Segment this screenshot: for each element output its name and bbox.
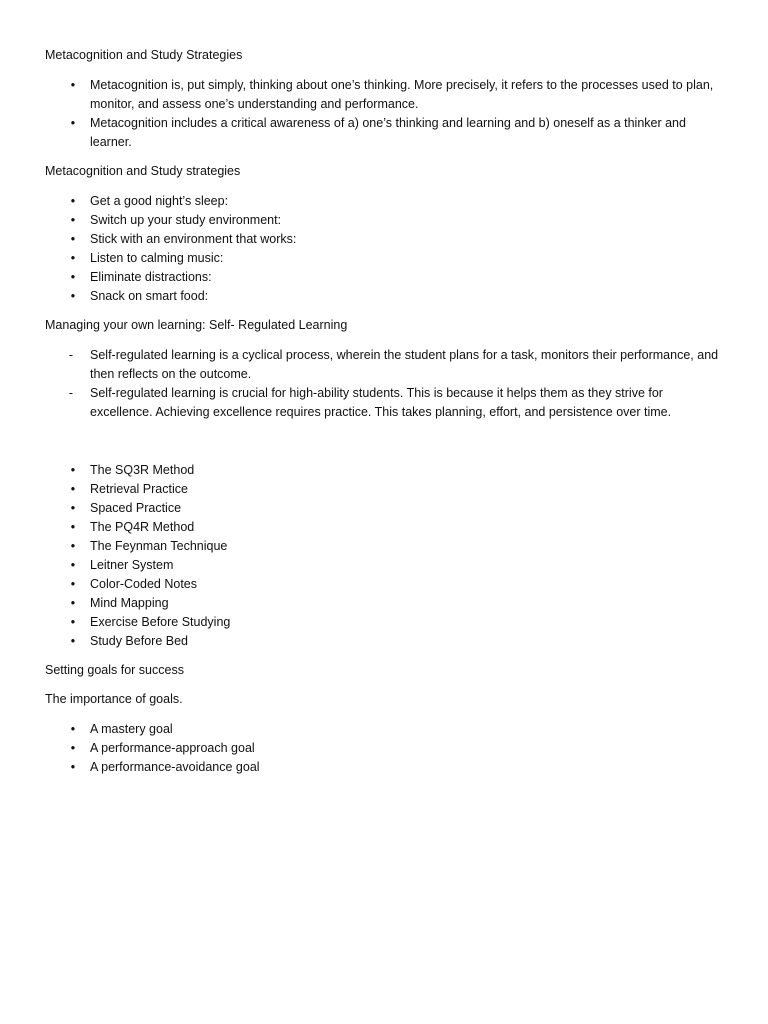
- list-item-text: Metacognition is, put simply, thinking about one’s thinking. More precisely, it refers to the processes used to plan, monitor, and assess one’s understanding and performance.: [90, 78, 714, 111]
- bullet-icon: •: [70, 539, 76, 553]
- list-item-text: A mastery goal: [90, 722, 173, 736]
- list-item: [45, 249, 725, 268]
- list-item-text: Get a good night’s sleep:: [90, 194, 229, 208]
- bullet-icon: •: [70, 213, 76, 227]
- list-item-text: Mind Mapping: [90, 596, 169, 610]
- bullet-icon: •: [70, 251, 76, 265]
- bullet-icon: •: [70, 760, 76, 774]
- bullet-icon: •: [70, 596, 76, 610]
- list-item: [45, 192, 725, 211]
- list-item: [45, 632, 725, 651]
- goal-types-list: [45, 720, 725, 777]
- list-item-text: Leitner System: [90, 558, 174, 572]
- bullet-icon: •: [70, 520, 76, 534]
- list-item: [45, 384, 725, 422]
- bullet-icon: •: [70, 558, 76, 572]
- list-item: [45, 114, 725, 152]
- subheading-importance-of-goals: The importance of goals.: [45, 692, 183, 706]
- dash-icon: -: [68, 386, 74, 400]
- bullet-icon: •: [70, 741, 76, 755]
- list-item-text: Spaced Practice: [90, 501, 182, 515]
- bullet-icon: •: [70, 482, 76, 496]
- bullet-icon: •: [70, 116, 76, 130]
- list-item-text: Metacognition includes a critical awareness of a) one’s thinking and learning and b) oneself as a thinker and learner.: [90, 116, 686, 149]
- metacognition-definition-list: [45, 76, 725, 152]
- bullet-icon: •: [70, 577, 76, 591]
- bullet-icon: •: [70, 78, 76, 92]
- bullet-icon: •: [70, 270, 76, 284]
- self-regulated-learning-list: [45, 346, 725, 422]
- list-item-text: Color-Coded Notes: [90, 577, 197, 591]
- heading-metacognition-study-strategies-2: Metacognition and Study strategies: [45, 164, 241, 178]
- list-item-text: The Feynman Technique: [90, 539, 228, 553]
- bullet-icon: •: [70, 615, 76, 629]
- list-item-text: The SQ3R Method: [90, 463, 195, 477]
- list-item: [45, 76, 725, 114]
- study-methods-list: [45, 461, 725, 651]
- list-item-text: Snack on smart food:: [90, 289, 209, 303]
- list-item-text: Retrieval Practice: [90, 482, 188, 496]
- list-item: [45, 499, 725, 518]
- list-item-text: Self-regulated learning is a cyclical process, wherein the student plans for a task, monitors their performance, and then reflects on the outcome.: [90, 348, 719, 381]
- bullet-icon: •: [70, 289, 76, 303]
- list-item: [45, 461, 725, 480]
- list-item: [45, 556, 725, 575]
- bullet-icon: •: [70, 232, 76, 246]
- bullet-icon: •: [70, 722, 76, 736]
- list-item: [45, 575, 725, 594]
- list-item-text: Listen to calming music:: [90, 251, 224, 265]
- bullet-icon: •: [70, 194, 76, 208]
- list-item: [45, 594, 725, 613]
- list-item: [45, 287, 725, 306]
- list-item-text: A performance-avoidance goal: [90, 760, 260, 774]
- list-item: [45, 537, 725, 556]
- list-item-text: Stick with an environment that works:: [90, 232, 297, 246]
- study-tips-list: [45, 192, 725, 306]
- bullet-icon: •: [70, 634, 76, 648]
- list-item-text: Exercise Before Studying: [90, 615, 231, 629]
- bullet-icon: •: [70, 463, 76, 477]
- list-item-text: Self-regulated learning is crucial for high-ability students. This is because it helps them as they strive for excellence. Achieving excellence requires practice. This takes planning, effort, and persistence over time.: [90, 386, 672, 419]
- list-item-text: The PQ4R Method: [90, 520, 195, 534]
- list-item: [45, 268, 725, 287]
- document-page: [45, 46, 725, 777]
- list-item-text: Study Before Bed: [90, 634, 188, 648]
- list-item: [45, 518, 725, 537]
- heading-self-regulated-learning: Managing your own learning: Self- Regulated Learning: [45, 318, 348, 332]
- list-item: [45, 211, 725, 230]
- list-item: [45, 346, 725, 384]
- dash-icon: -: [68, 348, 74, 362]
- list-item: [45, 230, 725, 249]
- list-item: [45, 758, 725, 777]
- bullet-icon: •: [70, 501, 76, 515]
- heading-metacognition-study-strategies: Metacognition and Study Strategies: [45, 48, 243, 62]
- list-item-text: Eliminate distractions:: [90, 270, 212, 284]
- list-item-text: A performance-approach goal: [90, 741, 255, 755]
- list-item: [45, 613, 725, 632]
- list-item: [45, 720, 725, 739]
- list-item: [45, 739, 725, 758]
- list-item-text: Switch up your study environment:: [90, 213, 282, 227]
- list-item: [45, 480, 725, 499]
- heading-setting-goals: Setting goals for success: [45, 663, 184, 677]
